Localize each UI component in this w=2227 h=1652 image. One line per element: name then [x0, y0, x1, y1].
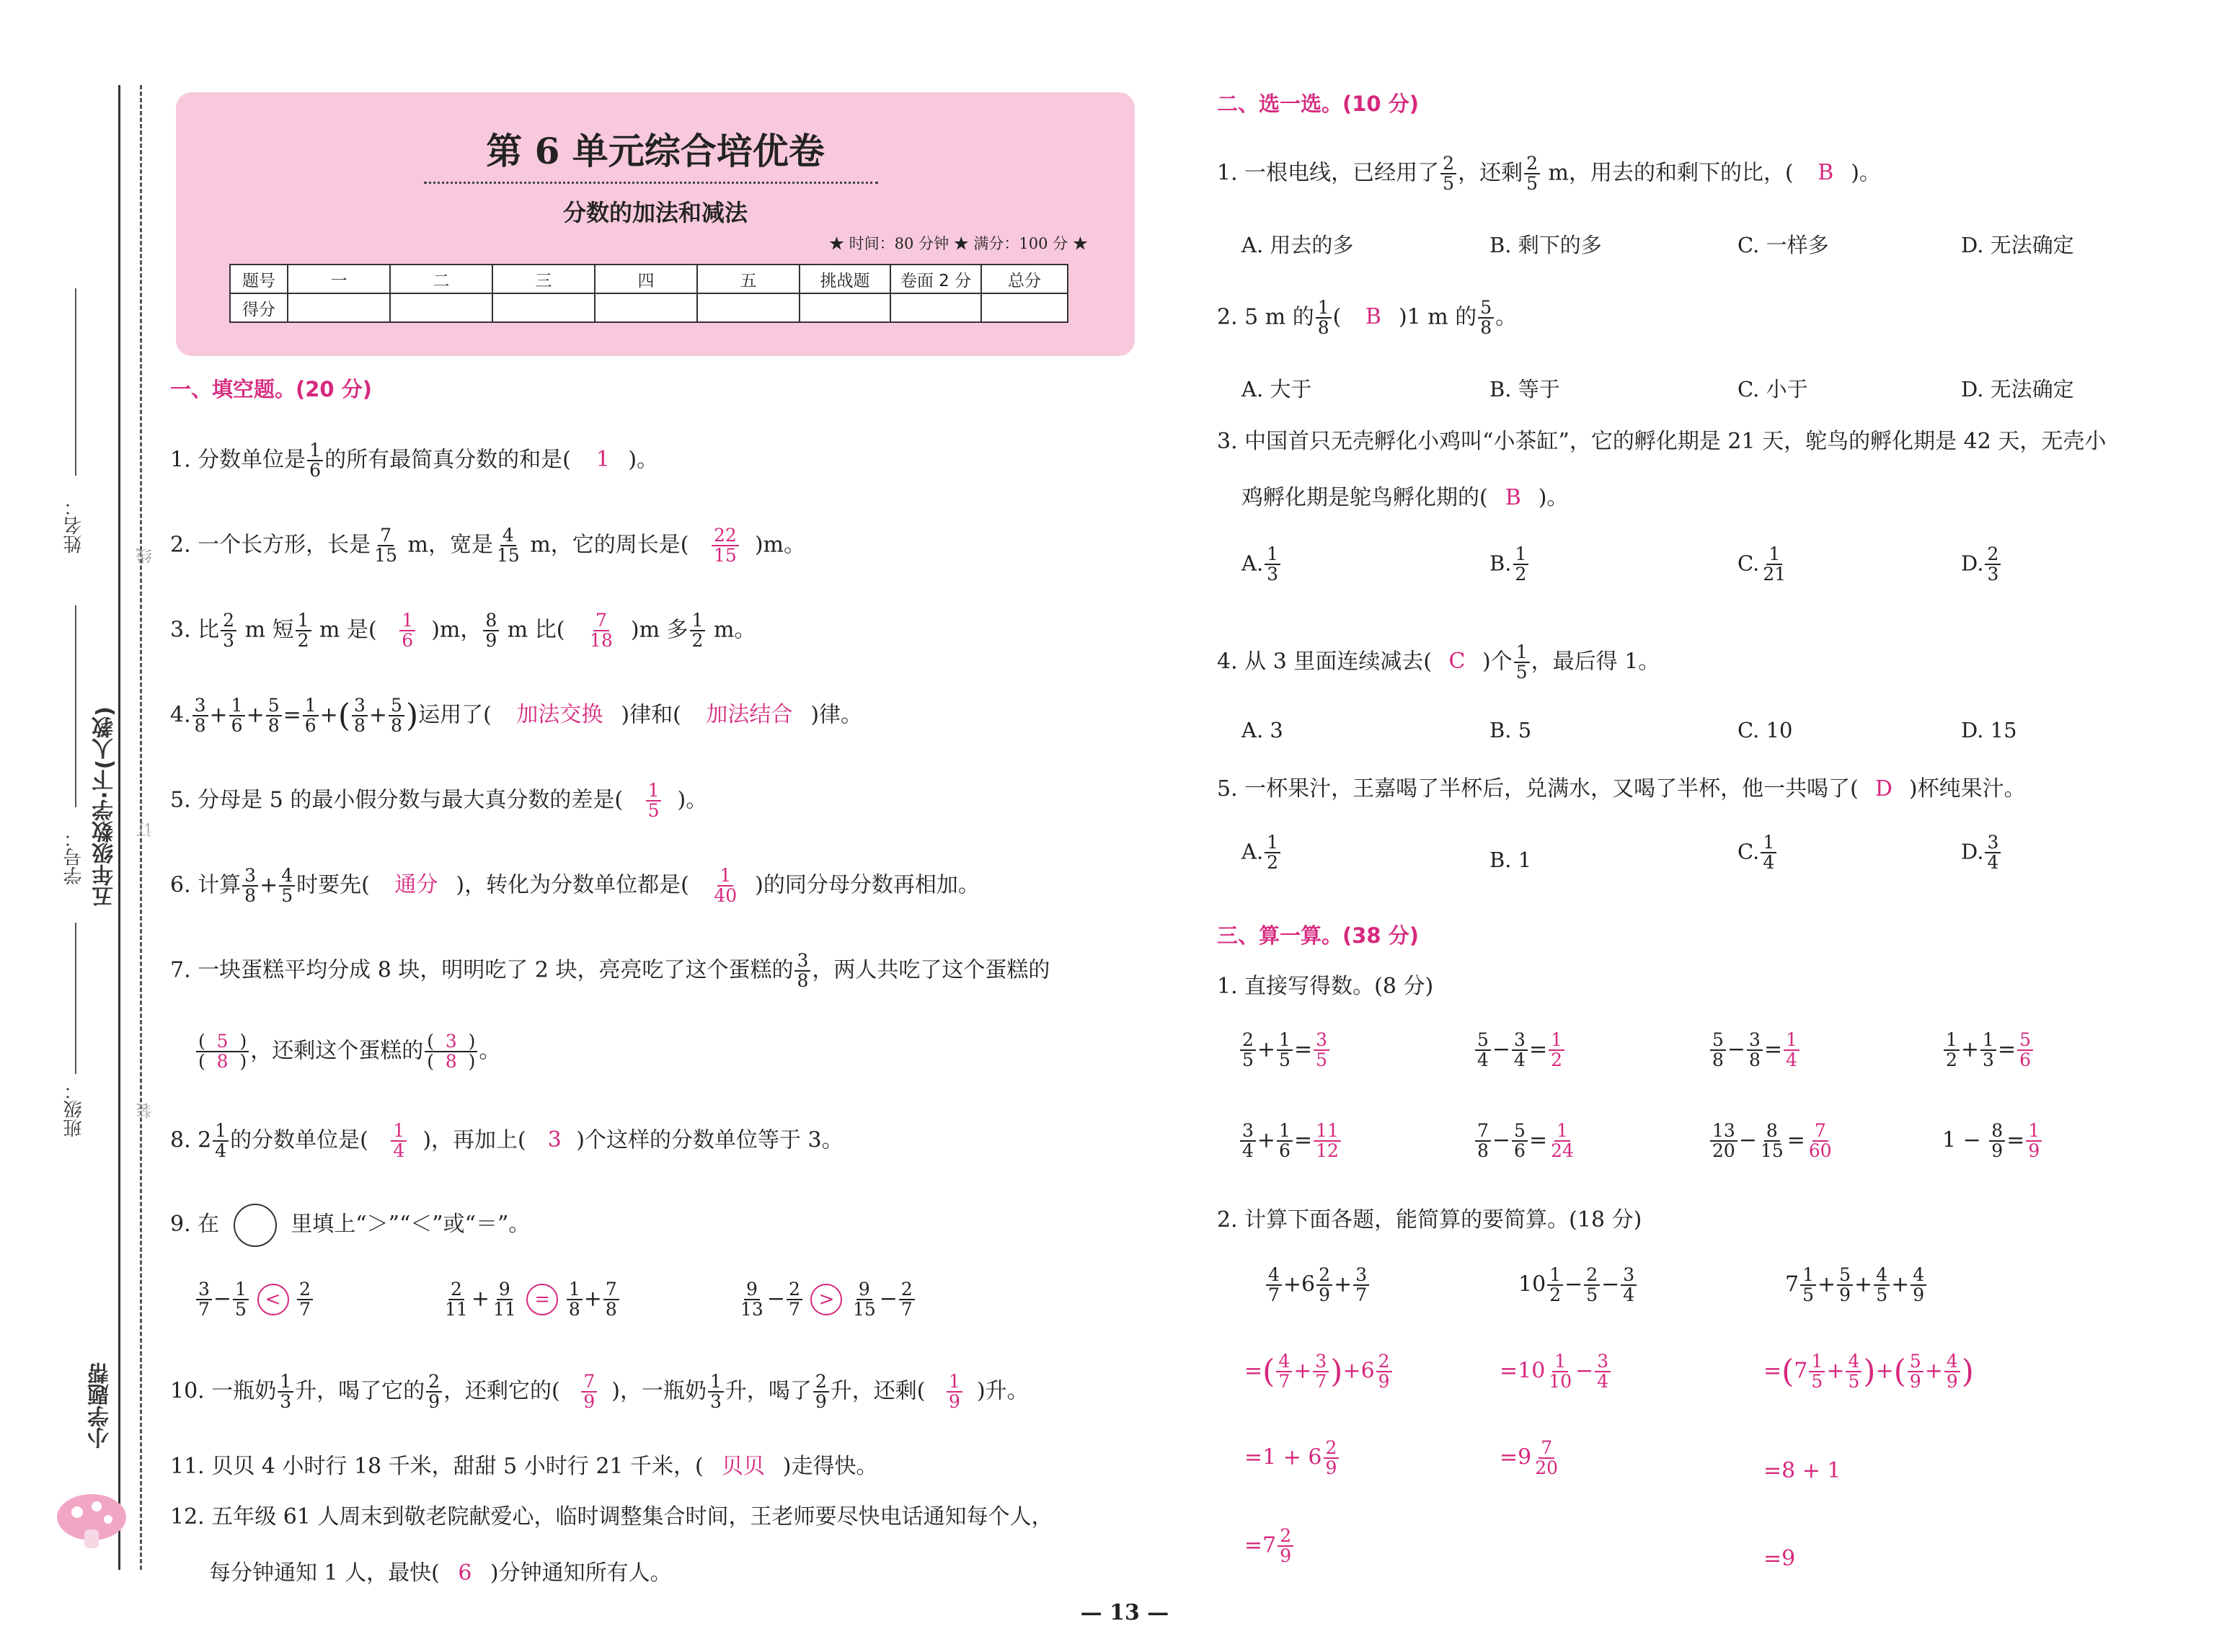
part-3-2: 2. 计算下面各题，能简算的要简算。(18 分) [1217, 1207, 1642, 1233]
name-underline [75, 288, 76, 476]
question-1-9: 9. 在 里填上“＞”“＜”或“＝”。 [170, 1204, 530, 1247]
option[interactable]: B. 5 [1489, 718, 1532, 742]
calc-item: $\frac{7}{8}$ − $\frac{5}{6}$ = $\frac{1}{24}$ [1474, 1122, 1577, 1161]
answer[interactable]: $\frac{22}{15}$ [712, 526, 739, 566]
score-table [229, 264, 1068, 323]
question-1-12-line2: 每分钟通知 1 人，最快( 6 )分钟通知所有人。 [209, 1560, 672, 1586]
calc-step: =9 [1763, 1546, 1796, 1571]
option[interactable]: D. 15 [1961, 718, 2017, 742]
answer[interactable]: $\frac{1}{40}$ [714, 865, 738, 907]
calc-item: $\frac{13}{20}$ − $\frac{8}{15}$ = $\frac{7}{60}$ [1709, 1122, 1836, 1161]
score-header-cell: 卷面 2 分 [890, 265, 981, 293]
option[interactable]: B. 等于 [1489, 377, 1560, 401]
option[interactable]: A. 3 [1241, 718, 1283, 742]
answer[interactable]: 加法交换 [516, 702, 603, 728]
answer[interactable]: 贝贝 [721, 1454, 765, 1479]
sidebar-cut-line-3: 装 [136, 1103, 154, 1119]
score-header-cell: 总分 [981, 265, 1068, 293]
question-1-7-answers: $\frac{( 5 )}{( 8 )}$ ，还剩这个蛋糕的 $\frac{( 3 )}{( 8 )}$ 。 [195, 1032, 500, 1072]
answer[interactable]: B [1505, 485, 1521, 510]
question-1-2: 2. 一个长方形，长是 $\frac{7}{15}$ m，宽是 $\frac{4}{15}$ m，它的周长是( $\frac{22}{15}$ )m。 [170, 525, 805, 567]
answer[interactable]: D [1874, 776, 1892, 801]
question-1-11: 11. 贝贝 4 小时行 18 千米，甜甜 5 小时行 21 千米，( 贝贝 )走得快。 [170, 1454, 878, 1479]
compare-3: $\frac{9}{13}$ − $\frac{2}{7}$ > $\frac{9}{15}$ − $\frac{2}{7}$ [737, 1280, 916, 1320]
calc-step: =7 $\frac{2}{9}$ [1244, 1527, 1295, 1566]
answer[interactable]: $\frac{7}{9}$ [581, 1372, 597, 1412]
answer[interactable]: $\frac{1}{6}$ [399, 611, 415, 651]
calc-step: $\frac{4}{7}$ +6 $\frac{2}{9}$ + $\frac{3}{7}$ [1265, 1266, 1371, 1305]
section-1-title: 一、填空题。(20 分) [170, 377, 372, 401]
question-1-10: 10. 一瓶奶 $\frac{1}{3}$ 升，喝了它的 $\frac{2}{9}$ ，还剩它的( $\frac{7}{9}$ )，一瓶奶 $\frac{1}{3}$ 升，喝了 $\frac{2}{9}$ 升，还剩( $\frac{1}{9}$ )升。 [170, 1371, 1029, 1413]
score-input-cell[interactable] [288, 293, 390, 322]
calc-item: $\frac{5}{8}$ − $\frac{3}{8}$ = $\frac{1}{4}$ [1709, 1031, 1801, 1070]
option[interactable]: D. 无法确定 [1961, 233, 2074, 257]
page-number: — 13 — [1080, 1600, 1169, 1625]
score-header-cell: 一 [288, 265, 390, 293]
answer[interactable]: B [1365, 304, 1381, 330]
answer[interactable]: $\frac{( 3 )}{( 8 )}$ [425, 1032, 477, 1072]
question-1-4: 4. $\frac{3}{8}$ + $\frac{1}{6}$ + $\frac{5}{8}$ = $\frac{1}{6}$ +( $\frac{3}{8}$ + $\frac{5}{8}$ )运用了( 加法交换 )律和( 加法结合 )律。 [170, 695, 863, 737]
score-header-cell: 二 [390, 265, 492, 293]
score-input-cell[interactable] [800, 293, 890, 322]
title-dotted-rule [424, 182, 878, 184]
sidebar-cut-line-2: 订 [136, 822, 154, 838]
blank-circle-icon [234, 1204, 277, 1247]
sidebar-cut-line-1: 线 [136, 548, 154, 564]
option[interactable]: B. 1 [1489, 848, 1532, 872]
option[interactable]: A. 用去的多 [1241, 233, 1354, 257]
question-2-3-line2: 鸡孵化期是鸵鸟孵化期的( B )。 [1241, 485, 1569, 510]
compare-answer[interactable]: = [526, 1284, 558, 1315]
score-input-cell[interactable] [492, 293, 595, 322]
calc-step: =8 + 1 [1763, 1458, 1841, 1483]
score-header-cell: 三 [492, 265, 595, 293]
answer[interactable]: C [1448, 649, 1466, 675]
score-header-cell: 五 [697, 265, 800, 293]
question-1-1: 1. 分数单位是 $\frac{1}{6}$ 的所有最简真分数的和是( 1 )。 [170, 440, 659, 481]
score-header-cell: 挑战题 [800, 265, 890, 293]
score-row-label: 得分 [230, 293, 288, 322]
id-underline [75, 605, 76, 807]
option[interactable]: C. 小于 [1737, 377, 1808, 401]
answer[interactable]: 1 [596, 447, 610, 473]
sidebar-name-label: 姓名： [63, 497, 85, 554]
part-3-1: 1. 直接写得数。(8 分) [1217, 974, 1434, 999]
answer[interactable]: $\frac{1}{5}$ [646, 781, 662, 821]
option[interactable]: B. $\frac{1}{2}$ [1489, 545, 1530, 585]
answer[interactable]: $\frac{1}{4}$ [391, 1122, 407, 1161]
calc-item: $\frac{3}{4}$ + $\frac{1}{6}$ = $\frac{11}{12}$ [1239, 1122, 1342, 1161]
option[interactable]: B. 剩下的多 [1489, 233, 1602, 257]
class-underline [75, 923, 76, 1074]
compare-1: $\frac{3}{7}$ − $\frac{1}{5}$ < $\frac{2}{7}$ [195, 1280, 314, 1320]
question-1-3: 3. 比 $\frac{2}{3}$ m 短 $\frac{1}{2}$ m 是( $\frac{1}{6}$ )m， $\frac{8}{9}$ m 比( $\frac{7}{18}$ )m 多 $\frac{1}{2}$ m。 [170, 610, 756, 652]
answer[interactable]: $\frac{1}{9}$ [947, 1372, 962, 1412]
option[interactable]: A. $\frac{1}{2}$ [1241, 833, 1282, 873]
sidebar-book-title: 五年级数学·下(人教) [92, 706, 118, 907]
calc-step: =1 + 6 $\frac{2}{9}$ [1244, 1439, 1340, 1478]
sidebar-brand: 小学题帮 [88, 1362, 113, 1449]
sidebar-id-label: 学号： [63, 829, 85, 885]
option[interactable]: D. $\frac{3}{4}$ [1961, 833, 2002, 873]
mushroom-logo-icon [52, 1485, 131, 1550]
question-2-3: 3. 中国首只无壳孵化小鸡叫“小茶缸”，它的孵化期是 21 天，鸵鸟的孵化期是 42 天，无壳小 [1217, 429, 2107, 454]
score-header-cell: 四 [595, 265, 697, 293]
calc-item: $\frac{5}{4}$ − $\frac{3}{4}$ = $\frac{1}{2}$ [1474, 1031, 1566, 1070]
calc-item: $\frac{1}{2}$ + $\frac{1}{3}$ = $\frac{5}{6}$ [1942, 1031, 2035, 1070]
score-header-cell: 题号 [230, 265, 288, 293]
option[interactable]: A. 大于 [1241, 377, 1312, 401]
calc-step: =10 $\frac{1}{10}$ − $\frac{3}{4}$ [1500, 1352, 1612, 1392]
score-input-cell[interactable] [697, 293, 800, 322]
question-2-2: 2. 5 m 的 $\frac{1}{8}$ ( B )1 m 的 $\frac{5}{8}$ 。 [1217, 297, 1518, 339]
calc-step: 10 $\frac{1}{2}$ − $\frac{2}{5}$ − $\frac{3}{4}$ [1518, 1266, 1638, 1305]
section-3-title: 三、算一算。(38 分) [1217, 923, 1419, 948]
calc-step: =( $\frac{4}{7}$ + $\frac{3}{7}$ )+6 $\frac{2}{9}$ [1244, 1352, 1394, 1392]
option[interactable]: C. $\frac{1}{4}$ [1737, 833, 1778, 873]
score-input-cell[interactable] [981, 293, 1068, 322]
question-1-5: 5. 分母是 5 的最小假分数与最大真分数的差是( $\frac{1}{5}$ )。 [170, 780, 708, 822]
answer[interactable]: $\frac{7}{18}$ [590, 610, 613, 652]
question-2-4: 4. 从 3 里面连续减去( C )个 $\frac{1}{5}$ ，最后得 1。 [1217, 641, 1660, 683]
question-2-1: 1. 一根电线，已经用了 $\frac{2}{5}$ ，还剩 $\frac{2}{5}$ m，用去的和剩下的比，( B )。 [1217, 153, 1881, 195]
option[interactable]: C. 10 [1737, 718, 1793, 742]
question-2-5: 5. 一杯果汁，王嘉喝了半杯后，兑满水，又喝了半杯，他一共喝了( D )杯纯果汁。 [1217, 776, 2026, 801]
compare-answer[interactable]: > [810, 1284, 842, 1315]
page-subtitle: 分数的加法和减法 [562, 199, 748, 226]
section-2-title: 二、选一选。(10 分) [1217, 92, 1419, 116]
answer[interactable]: 6 [458, 1560, 472, 1586]
question-1-8: 8. 2 $\frac{1}{4}$ 的分数单位是( $\frac{1}{4}$ )，再加上( 3 )个这样的分数单位等于 3。 [170, 1120, 844, 1162]
score-input-cell[interactable] [595, 293, 697, 322]
calc-item: $\frac{2}{5}$ + $\frac{1}{5}$ = $\frac{3}{5}$ [1239, 1031, 1331, 1070]
answer[interactable]: 通分 [394, 872, 438, 898]
calc-item: 1 − $\frac{8}{9}$ = $\frac{1}{9}$ [1942, 1122, 2043, 1161]
calc-step: 7 $\frac{1}{5}$ + $\frac{5}{9}$ + $\frac{4}{5}$ + $\frac{4}{9}$ [1785, 1266, 1928, 1305]
question-1-6: 6. 计算 $\frac{3}{8}$ + $\frac{4}{5}$ 时要先( 通分 )，转化为分数单位都是( $\frac{1}{40}$ )的同分母分数再相加。 [170, 865, 980, 907]
question-1-12: 12. 五年级 61 人周末到敬老院献爱心，临时调整集合时间，王老师要尽快电话通知每个人， [170, 1504, 1053, 1529]
exam-meta: ★ 时间：80 分钟 ★ 满分：100 分 ★ [829, 235, 1088, 252]
sidebar-class-label: 班级： [63, 1081, 85, 1137]
answer[interactable]: 加法结合 [706, 702, 793, 728]
option[interactable]: C. $\frac{1}{21}$ [1737, 543, 1787, 585]
page-title: 第 6 单元综合培优卷 [486, 130, 825, 172]
compare-answer[interactable]: < [257, 1284, 289, 1315]
calc-step: =(7 $\frac{1}{5}$ + $\frac{4}{5}$ )+( $\frac{5}{9}$ + $\frac{4}{9}$ ) [1763, 1351, 1974, 1393]
score-input-cell[interactable] [390, 293, 492, 322]
score-input-cell[interactable] [890, 293, 981, 322]
answer[interactable]: B [1818, 160, 1834, 186]
option[interactable]: C. 一样多 [1737, 233, 1829, 257]
answer[interactable]: $\frac{( 5 )}{( 8 )}$ [196, 1032, 249, 1072]
compare-2: $\frac{2}{11}$ + $\frac{9}{11}$ = $\frac{1}{8}$ + $\frac{7}{8}$ [441, 1280, 621, 1320]
answer[interactable]: 3 [547, 1127, 562, 1153]
question-1-7: 7. 一块蛋糕平均分成 8 块，明明吃了 2 块，亮亮吃了这个蛋糕的 $\frac{3}{8}$ ，两人共吃了这个蛋糕的 [170, 950, 1050, 992]
option[interactable]: A. $\frac{1}{3}$ [1241, 545, 1282, 585]
option[interactable]: D. $\frac{2}{3}$ [1961, 545, 2002, 585]
calc-step: =9 $\frac{7}{20}$ [1500, 1437, 1559, 1479]
option[interactable]: D. 无法确定 [1961, 377, 2074, 401]
